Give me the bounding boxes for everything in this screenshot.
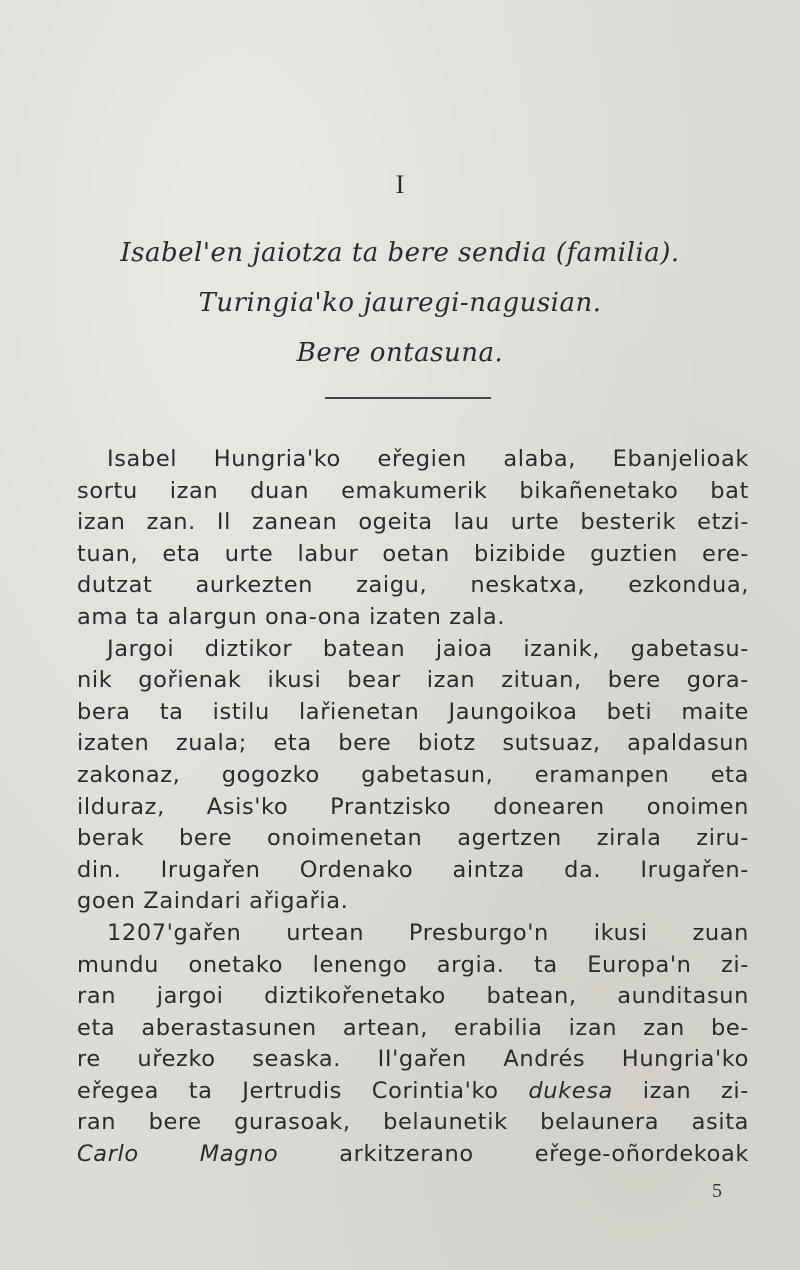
text-line: eta aberastasunen artean, erabilia izan zan be- <box>77 1014 749 1041</box>
text-line: Isabel Hungria'ko eřegien alaba, Ebanjelioak <box>107 446 749 472</box>
text-line: tuan, eta urte labur oetan bizibide guztien ere- <box>77 540 749 567</box>
text-line: 1207'gařen urtean Presburgo'n ikusi zuan <box>107 919 749 946</box>
emphasis-dukesa: dukesa <box>528 1077 613 1104</box>
text-line: ilduraz, Asis'ko Prantzisko donearen onoimen <box>77 793 749 820</box>
page-number: 5 <box>712 1180 722 1202</box>
text-segment: arkitzerano eřege-oñordekoak <box>339 1141 749 1168</box>
chapter-headings <box>0 228 800 378</box>
text-line: bera ta istilu lařienetan Jaungoikoa beti maite <box>77 698 749 725</box>
heading-line: Bere ontasuna. <box>296 338 504 368</box>
text-line: izaten zuala; eta bere biotz sutsuaz, apaldasun <box>77 730 749 757</box>
text-line: re uřezko seaska. II'gařen Andrés Hungria'ko <box>77 1046 749 1073</box>
body-text <box>77 444 749 1171</box>
heading-line: Isabel'en jaiotza ta bere sendia (familia). <box>120 238 680 268</box>
text-line: nik gořienak ikusi bear izan zituan, bere gora- <box>77 667 749 694</box>
text-line: ran jargoi diztikořenetako batean, aunditasun <box>77 983 749 1010</box>
heading-line: Turingia'ko jauregi-nagusian. <box>198 288 602 318</box>
text-line: ama ta alargun ona-ona izaten zala. <box>77 603 506 630</box>
text-line <box>77 1139 749 1171</box>
text-line: Jargoi diztikor batean jaioa izanik, gabetasu- <box>107 635 749 662</box>
text-segment: eřegea ta Jertrudis Corintia'ko <box>77 1077 499 1104</box>
section-divider <box>325 397 491 399</box>
text-line: din. Irugařen Ordenako aintza da. Irugařen- <box>77 856 749 883</box>
text-line: goen Zaindari ařigařia. <box>77 888 349 915</box>
text-line: mundu onetako lenengo argia. ta Europa'n zi- <box>77 951 749 978</box>
text-segment: izan zi- <box>642 1077 749 1104</box>
text-line: izan zan. Il zanean ogeita lau urte besterik etzi- <box>77 509 749 536</box>
text-line: zakonaz, gogozko gabetasun, eramanpen eta <box>77 761 749 788</box>
chapter-number: I <box>395 170 405 199</box>
text-line: dutzat aurkezten zaigu, neskatxa, ezkondua, <box>77 572 749 599</box>
text-line: sortu izan duan emakumerik bikañenetako bat <box>77 477 749 504</box>
text-line: berak bere onoimenetan agertzen zirala ziru- <box>77 825 749 852</box>
text-line <box>77 1076 749 1108</box>
emphasis-carlo-magno: Carlo Magno <box>77 1141 279 1168</box>
text-line: ran bere gurasoak, belaunetik belaunera asita <box>77 1109 749 1136</box>
